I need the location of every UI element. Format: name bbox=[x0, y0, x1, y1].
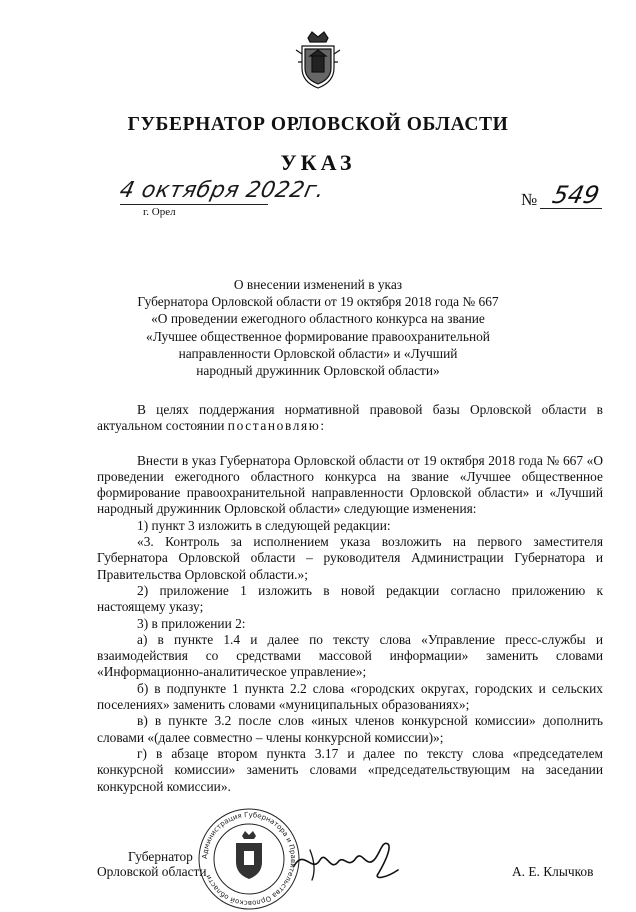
decree-word: постановляю: bbox=[227, 418, 326, 434]
handwritten-signature bbox=[290, 830, 402, 886]
intro-paragraph: Внести в указ Губернатора Орловской области от 19 октября 2018 года № 667 «О проведении ежегодного областного конкурса на звание «Лучшее общественное формирование правоохранительной направленности Орловской области» и «Лучший народный дружинник Орловской области» следующие изменения: bbox=[97, 452, 603, 517]
coat-of-arms-emblem bbox=[294, 28, 342, 92]
title-line: «Лучшее общественное формирование правоохранительной bbox=[146, 328, 490, 344]
issuer-heading: ГУБЕРНАТОР ОРЛОВСКОЙ ОБЛАСТИ bbox=[127, 114, 509, 135]
preamble-paragraph bbox=[97, 402, 603, 435]
handwritten-date: 4 октября 2022г. bbox=[117, 178, 327, 203]
list-item: а) в пункте 1.4 и далее по тексту слова «Управление пресс-службы и взаимодействия со средствами массовой информации» заменить словами «Информационно-аналитическое управление»; bbox=[97, 631, 603, 680]
signatory-name: А. Е. Клычков bbox=[512, 864, 594, 879]
place-of-issue: г. Орел bbox=[143, 206, 176, 218]
title-line: О внесении изменений в указ bbox=[233, 277, 403, 292]
seal-text: Администрация Губернатора и Правительства Орловской области bbox=[200, 810, 298, 908]
list-item: в) в пункте 3.2 после слов «иных членов конкурсной комиссии» дополнить словами «(далее совместно – члены конкурсной комиссии)»; bbox=[97, 713, 603, 745]
list-item: 1) пункт 3 изложить в следующей редакции: bbox=[137, 517, 391, 533]
document-body bbox=[97, 402, 603, 795]
title-line: направленности Орловской области» и «Лучший bbox=[178, 345, 458, 361]
official-seal-stamp bbox=[196, 806, 302, 912]
signatory-position-line2: Орловской области bbox=[97, 864, 207, 879]
signatory-position-line1: Губернатор bbox=[128, 849, 193, 864]
list-item: б) в подпункте 1 пункта 2.2 слова «городских округах, городских и сельских поселениях» заменить словами «муниципальных образованиях»; bbox=[97, 680, 603, 713]
document-type-heading: УКАЗ bbox=[280, 150, 356, 175]
title-line: «О проведении ежегодного областного конкурса на звание bbox=[151, 311, 485, 327]
list-item: 2) приложение 1 изложить в новой редакции согласно приложению к настоящему указу; bbox=[97, 582, 603, 615]
list-item: г) в абзаце втором пункта 3.17 и далее по тексту слова «председателем конкурсной комиссии» заменить словами «председательствующим на заседании конкурсной комиссии». bbox=[97, 745, 603, 794]
date-underline bbox=[120, 204, 268, 205]
list-item: 3) в приложении 2: bbox=[137, 615, 246, 631]
handwritten-number: 549 bbox=[550, 181, 602, 209]
title-line: народный дружинник Орловской области» bbox=[196, 363, 440, 379]
preamble-text: В целях поддержания нормативной правовой базы Орловской области в актуальном состоянии bbox=[97, 402, 603, 434]
number-label: № bbox=[521, 190, 538, 209]
title-line: Губернатора Орловской области от 19 октября 2018 года № 667 bbox=[137, 294, 499, 310]
list-item: «3. Контроль за исполнением указа возложить на первого заместителя Губернатора Орловской области – руководителя Администрации Губернатора и Правительства Орловской области.»; bbox=[97, 534, 603, 582]
document-title bbox=[110, 276, 526, 379]
number-underline bbox=[540, 208, 602, 209]
